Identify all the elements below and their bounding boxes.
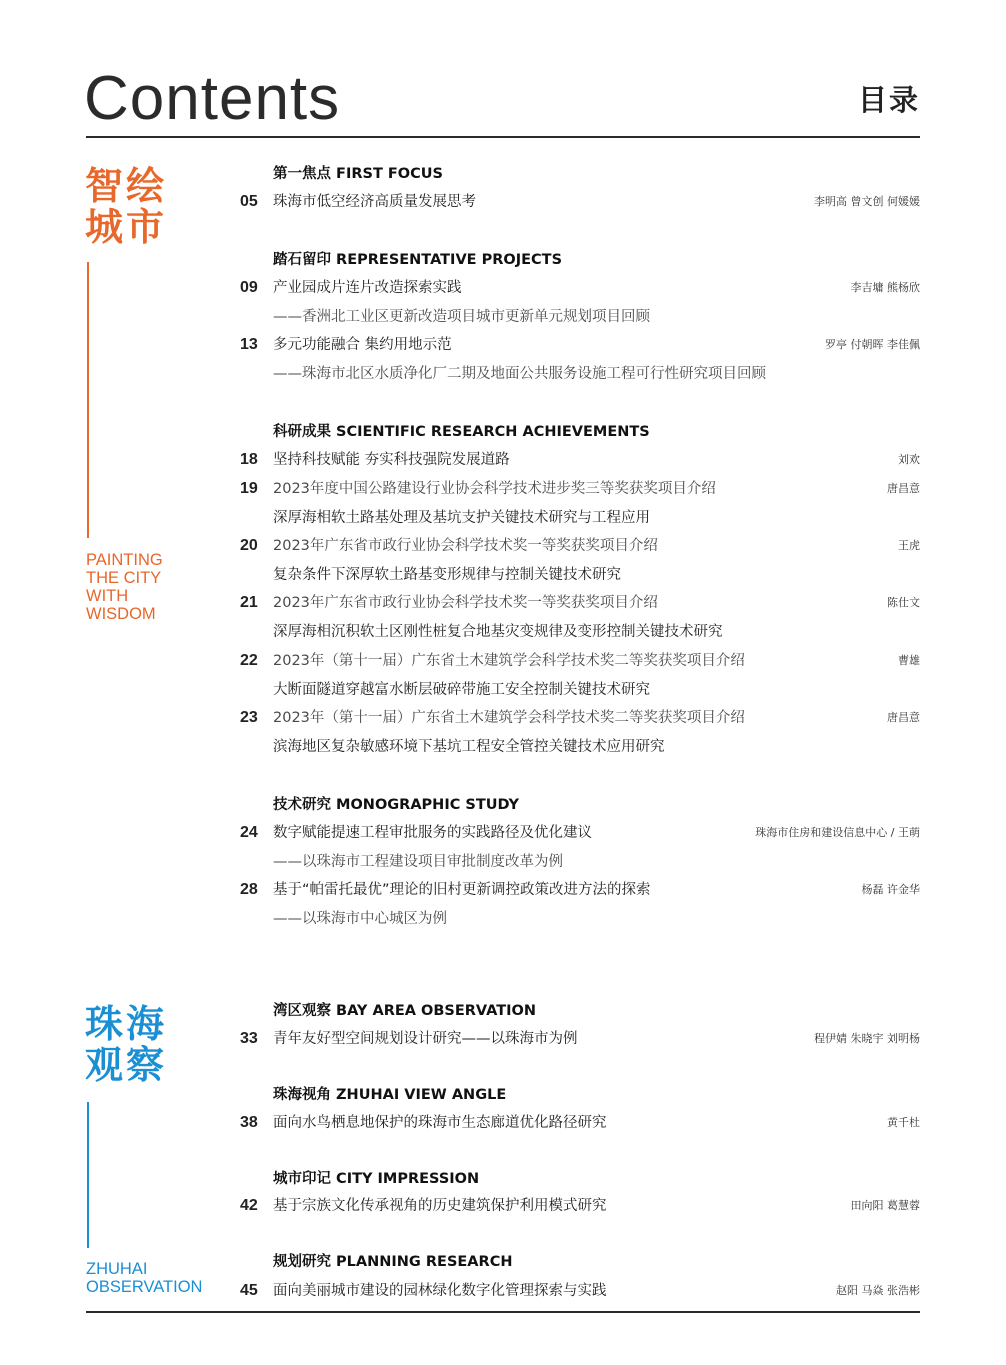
page-number: 28 <box>240 881 258 898</box>
article-title: 复杂条件下深厚软土路基变形规律与控制关键技术研究 <box>273 567 621 583</box>
page-number: 42 <box>240 1197 258 1214</box>
article-authors: 罗亭 付朝晖 李佳佩 <box>825 338 920 351</box>
toc-section-heading <box>240 1249 922 1275</box>
page-number: 23 <box>240 709 258 726</box>
toc-entry[interactable] <box>240 189 922 215</box>
toc-entry[interactable] <box>240 590 922 616</box>
section-en-label: ZHUHAI OBSERVATION <box>86 1260 203 1296</box>
page-number: 18 <box>240 451 258 468</box>
section-en-label: PAINTING THE CITY WITH WISDOM <box>86 551 163 623</box>
article-authors: 李明高 曾文创 何媛媛 <box>814 195 920 208</box>
article-authors: 珠海市住房和建设信息中心 / 王萌 <box>755 826 920 839</box>
article-authors: 唐昌意 <box>887 711 920 724</box>
column-heading: 踏石留印 REPRESENTATIVE PROJECTS <box>273 252 563 268</box>
page-number: 45 <box>240 1282 258 1299</box>
article-title: 基于宗族文化传承视角的历史建筑保护利用模式研究 <box>273 1198 607 1214</box>
article-authors: 王虎 <box>898 539 920 552</box>
toc-section-heading <box>240 161 922 187</box>
page-number: 33 <box>240 1030 258 1047</box>
article-authors: 赵阳 马焱 张浩彬 <box>836 1284 920 1297</box>
toc-entry[interactable] <box>240 1278 922 1304</box>
column-heading: 技术研究 MONOGRAPHIC STUDY <box>273 797 519 813</box>
toc-entry[interactable] <box>240 849 922 875</box>
article-authors: 唐昌意 <box>887 482 920 495</box>
toc-section-heading <box>240 1166 922 1192</box>
article-authors: 曹雄 <box>898 654 920 667</box>
page-title: Contents <box>84 64 341 133</box>
toc-entry[interactable] <box>240 648 922 674</box>
column-heading: 规划研究 PLANNING RESEARCH <box>273 1254 513 1270</box>
article-title: 青年友好型空间规划设计研究——以珠海市为例 <box>273 1031 578 1047</box>
toc-section-heading <box>240 419 922 445</box>
article-title: ——以珠海市中心城区为例 <box>273 911 447 927</box>
article-title: 2023年度中国公路建设行业协会科学技术进步奖三等奖获奖项目介绍 <box>273 481 716 497</box>
article-authors: 程伊婧 朱晓宇 刘明杨 <box>814 1032 920 1045</box>
page-number: 38 <box>240 1114 258 1131</box>
column-heading: 珠海视角 ZHUHAI VIEW ANGLE <box>273 1087 507 1103</box>
article-title: 面向美丽城市建设的园林绿化数字化管理探索与实践 <box>273 1283 607 1299</box>
section-title-smart-city: 智绘 城市 <box>85 164 168 249</box>
toc-entry[interactable] <box>240 705 922 731</box>
section-divider-line <box>87 1102 89 1248</box>
column-heading: 城市印记 CITY IMPRESSION <box>273 1171 480 1187</box>
page-number: 19 <box>240 480 258 497</box>
article-title: 基于“帕雷托最优”理论的旧村更新调控政策改进方法的探索 <box>273 882 651 898</box>
article-title: ——以珠海市工程建设项目审批制度改革为例 <box>273 854 563 870</box>
page-title-cn: 目录 <box>857 83 920 117</box>
toc-entry[interactable] <box>240 1026 922 1052</box>
article-title: 2023年广东省市政行业协会科学技术奖一等奖获奖项目介绍 <box>273 538 658 554</box>
article-authors: 田向阳 葛慧蓉 <box>850 1199 920 1212</box>
toc-entry[interactable] <box>240 820 922 846</box>
toc-entry[interactable] <box>240 304 922 330</box>
toc-entry[interactable] <box>240 1110 922 1136</box>
article-title: ——香洲北工业区更新改造项目城市更新单元规划项目回顾 <box>273 309 650 325</box>
toc-section-heading <box>240 792 922 818</box>
toc-entry[interactable] <box>240 275 922 301</box>
article-authors: 李吉墉 熊杨欣 <box>850 281 920 294</box>
column-heading: 科研成果 SCIENTIFIC RESEARCH ACHIEVEMENTS <box>273 424 650 440</box>
page-number: 21 <box>240 594 258 611</box>
toc-entry[interactable] <box>240 619 922 645</box>
toc-entry[interactable] <box>240 447 922 473</box>
article-authors: 黄千杜 <box>887 1116 920 1129</box>
section-divider-line <box>87 262 89 538</box>
article-title: 珠海市低空经济高质量发展思考 <box>273 194 476 210</box>
article-title: 坚持科技赋能 夯实科技强院发展道路 <box>273 452 510 468</box>
article-title: 2023年（第十一届）广东省土木建筑学会科学技术奖二等奖获奖项目介绍 <box>273 653 745 669</box>
page-number: 24 <box>240 824 258 841</box>
toc-entry[interactable] <box>240 361 922 387</box>
toc-entry[interactable] <box>240 677 922 703</box>
article-title: 2023年（第十一届）广东省土木建筑学会科学技术奖二等奖获奖项目介绍 <box>273 710 745 726</box>
toc-entry[interactable] <box>240 505 922 531</box>
bottom-divider <box>86 1311 920 1313</box>
toc-entry[interactable] <box>240 877 922 903</box>
article-title: 2023年广东省市政行业协会科学技术奖一等奖获奖项目介绍 <box>273 595 658 611</box>
toc-entry[interactable] <box>240 1193 922 1219</box>
article-title: 深厚海相沉积软土区刚性桩复合地基灾变规律及变形控制关键技术研究 <box>273 624 723 640</box>
article-title: 产业园成片连片改造探索实践 <box>273 280 462 296</box>
article-title: 滨海地区复杂敏感环境下基坑工程安全管控关键技术应用研究 <box>273 739 665 755</box>
page-number: 05 <box>240 193 258 210</box>
page-number: 13 <box>240 336 258 353</box>
article-authors: 刘欢 <box>898 453 920 466</box>
article-authors: 陈仕文 <box>887 596 920 609</box>
section-title-zhuhai-observation: 珠海 观察 <box>85 1002 168 1087</box>
toc-entry[interactable] <box>240 533 922 559</box>
page-number: 22 <box>240 652 258 669</box>
page-number: 20 <box>240 537 258 554</box>
toc-entry[interactable] <box>240 562 922 588</box>
article-authors: 杨磊 许金华 <box>861 883 920 896</box>
column-heading: 湾区观察 BAY AREA OBSERVATION <box>273 1003 537 1019</box>
toc-entry[interactable] <box>240 332 922 358</box>
toc-entry[interactable] <box>240 734 922 760</box>
article-title: 多元功能融合 集约用地示范 <box>273 337 452 353</box>
toc-section-heading <box>240 998 922 1024</box>
toc-entry[interactable] <box>240 476 922 502</box>
toc-section-heading <box>240 1082 922 1108</box>
article-title: ——珠海市北区水质净化厂二期及地面公共服务设施工程可行性研究项目回顾 <box>273 366 766 382</box>
page-number: 09 <box>240 279 258 296</box>
article-title: 深厚海相软土路基处理及基坑支护关键技术研究与工程应用 <box>273 510 650 526</box>
contents-header <box>86 62 920 138</box>
article-title: 数字赋能提速工程审批服务的实践路径及优化建议 <box>273 825 592 841</box>
toc-entry[interactable] <box>240 906 922 932</box>
column-heading: 第一焦点 FIRST FOCUS <box>273 166 443 182</box>
article-title: 大断面隧道穿越富水断层破碎带施工安全控制关键技术研究 <box>273 682 650 698</box>
article-title: 面向水鸟栖息地保护的珠海市生态廊道优化路径研究 <box>273 1115 607 1131</box>
toc-section-heading <box>240 247 922 273</box>
